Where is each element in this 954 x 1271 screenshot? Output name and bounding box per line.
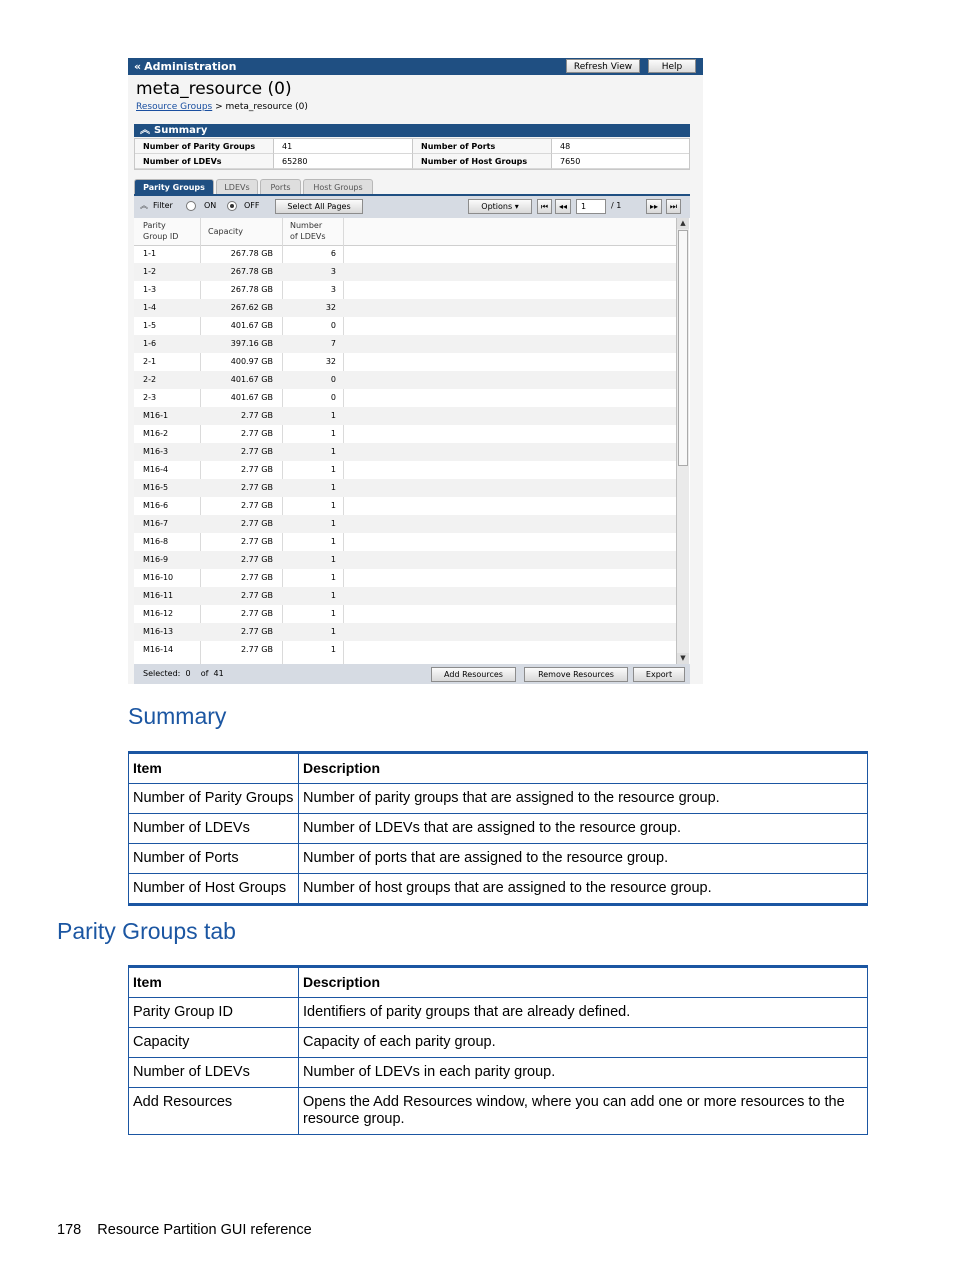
table-row[interactable]: [134, 515, 676, 533]
cell-capacity: 2.77 GB: [240, 465, 273, 474]
filter-on-radio[interactable]: [186, 201, 196, 211]
scroll-up-icon[interactable]: ▲: [677, 218, 689, 229]
cell-parity-group-id: M16-4: [143, 465, 169, 474]
cell-number-of-ldevs: 1: [330, 447, 336, 456]
dropdown-arrow-icon: ▾: [514, 202, 519, 211]
table-row[interactable]: [134, 443, 676, 461]
cell-parity-group-id: 2-2: [143, 375, 157, 384]
item-cell: Number of LDEVs: [129, 814, 299, 844]
header-capacity[interactable]: Capacity: [208, 227, 243, 236]
cell-parity-group-id: M16-10: [143, 573, 174, 582]
previous-page-icon[interactable]: ◂◂: [555, 199, 571, 214]
refresh-view-button[interactable]: Refresh View: [566, 59, 640, 73]
cell-capacity: 2.77 GB: [240, 645, 273, 654]
item-cell: Number of Host Groups: [129, 874, 299, 905]
cell-parity-group-id: M16-9: [143, 555, 169, 564]
cell-number-of-ldevs: 1: [330, 411, 336, 420]
summary-heading: Summary: [128, 703, 227, 729]
description-cell: Number of host groups that are assigned to the resource group.: [299, 874, 868, 905]
scroll-thumb[interactable]: [678, 230, 688, 466]
cell-capacity: 2.77 GB: [240, 591, 273, 600]
tab-parity-groups[interactable]: Parity Groups: [134, 179, 214, 195]
description-cell: Opens the Add Resources window, where you can add one or more resources to the resource group.: [299, 1088, 868, 1135]
cell-number-of-ldevs: 32: [325, 357, 336, 366]
cell-number-of-ldevs: 1: [330, 483, 336, 492]
cell-capacity: 267.78 GB: [230, 249, 273, 258]
page-title: meta_resource (0): [136, 79, 292, 99]
table-row[interactable]: [134, 353, 676, 371]
table-row[interactable]: [134, 569, 676, 587]
path-current: meta_resource (0): [225, 102, 308, 112]
parity-groups-tab-heading: Parity Groups tab: [57, 918, 236, 944]
table-row[interactable]: [134, 479, 676, 497]
filter-on-label: ON: [204, 201, 217, 210]
table-row: [129, 784, 868, 814]
summary-value: 48: [552, 139, 689, 154]
table-row: [129, 1028, 868, 1058]
header-number-of-ldevs[interactable]: Number of LDEVs: [290, 221, 326, 241]
cell-capacity: 2.77 GB: [240, 573, 273, 582]
cell-capacity: 2.77 GB: [240, 609, 273, 618]
cell-parity-group-id: 1-5: [143, 321, 157, 330]
cell-capacity: 267.78 GB: [230, 267, 273, 276]
cell-capacity: 2.77 GB: [240, 555, 273, 564]
cell-capacity: 2.77 GB: [240, 501, 273, 510]
cell-parity-group-id: 1-6: [143, 339, 157, 348]
cell-capacity: 267.78 GB: [230, 285, 273, 294]
cell-number-of-ldevs: 1: [330, 609, 336, 618]
header-parity-group-id[interactable]: Parity Group ID: [143, 221, 179, 241]
cell-number-of-ldevs: 1: [330, 573, 336, 582]
header-description: Description: [299, 967, 868, 998]
cell-capacity: 400.97 GB: [230, 357, 273, 366]
tab-host-groups[interactable]: Host Groups: [303, 179, 373, 195]
table-row[interactable]: [134, 605, 676, 623]
cell-number-of-ldevs: 1: [330, 555, 336, 564]
cell-number-of-ldevs: 3: [330, 285, 336, 294]
double-chevron-left-icon: «: [134, 60, 142, 73]
description-cell: Number of ports that are assigned to the resource group.: [299, 844, 868, 874]
description-cell: Number of LDEVs that are assigned to the resource group.: [299, 814, 868, 844]
cell-number-of-ldevs: 1: [330, 645, 336, 654]
gui-screenshot: [128, 58, 703, 684]
cell-parity-group-id: M16-1: [143, 411, 169, 420]
cell-parity-group-id: M16-7: [143, 519, 169, 528]
description-cell: Number of LDEVs in each parity group.: [299, 1058, 868, 1088]
cell-parity-group-id: 1-2: [143, 267, 157, 276]
cell-number-of-ldevs: 1: [330, 627, 336, 636]
filter-label[interactable]: Filter: [153, 201, 173, 210]
tab-ldevs[interactable]: LDEVs: [216, 179, 258, 195]
cell-parity-group-id: M16-11: [143, 591, 174, 600]
table-row[interactable]: [134, 407, 676, 425]
resource-groups-link[interactable]: Resource Groups: [136, 102, 213, 112]
cell-parity-group-id: M16-2: [143, 429, 169, 438]
cell-capacity: 2.77 GB: [240, 483, 273, 492]
table-row: [129, 814, 868, 844]
cell-capacity: 397.16 GB: [230, 339, 273, 348]
cell-parity-group-id: M16-3: [143, 447, 169, 456]
table-row: [129, 844, 868, 874]
table-row[interactable]: [134, 641, 676, 659]
cell-capacity: 401.67 GB: [230, 375, 273, 384]
summary-label: Number of Ports: [413, 139, 552, 154]
summary-value: 65280: [274, 154, 413, 169]
summary-value: 41: [274, 139, 413, 154]
help-button[interactable]: Help: [648, 59, 696, 73]
table-row[interactable]: [134, 497, 676, 515]
table-row[interactable]: [134, 263, 676, 281]
description-cell: Number of parity groups that are assigned to the resource group.: [299, 784, 868, 814]
cell-number-of-ldevs: 0: [330, 393, 336, 402]
path-breadcrumb: [136, 102, 308, 112]
header-description: Description: [299, 753, 868, 784]
table-row[interactable]: [134, 389, 676, 407]
summary-label: Number of LDEVs: [135, 154, 274, 169]
table-row[interactable]: [134, 425, 676, 443]
cell-number-of-ldevs: 3: [330, 267, 336, 276]
cell-number-of-ldevs: 1: [330, 465, 336, 474]
table-row[interactable]: [134, 317, 676, 335]
table-row: [129, 998, 868, 1028]
select-all-pages-button[interactable]: Select All Pages: [275, 199, 363, 214]
cell-number-of-ldevs: 0: [330, 375, 336, 384]
summary-label: Number of Parity Groups: [135, 139, 274, 154]
item-cell: Number of LDEVs: [129, 1058, 299, 1088]
table-row[interactable]: [134, 299, 676, 317]
cell-number-of-ldevs: 1: [330, 537, 336, 546]
summary-description-table: [128, 751, 868, 906]
table-footer: [134, 664, 690, 684]
table-row: [129, 874, 868, 905]
path-separator: >: [215, 102, 223, 112]
cell-capacity: 2.77 GB: [240, 537, 273, 546]
filter-off-label: OFF: [244, 201, 260, 210]
item-cell: Add Resources: [129, 1088, 299, 1135]
header-item: Item: [129, 967, 299, 998]
remove-resources-button[interactable]: Remove Resources: [524, 667, 628, 682]
table-row: [129, 1058, 868, 1088]
table-row[interactable]: [134, 371, 676, 389]
filter-chevron-icon[interactable]: ︽: [140, 201, 148, 210]
gui-topbar: [128, 58, 703, 75]
page-number-input[interactable]: 1: [576, 199, 606, 214]
cell-parity-group-id: 1-4: [143, 303, 157, 312]
description-cell: Capacity of each parity group.: [299, 1028, 868, 1058]
table-row[interactable]: [134, 461, 676, 479]
cell-capacity: 2.77 GB: [240, 519, 273, 528]
table-row[interactable]: [134, 551, 676, 569]
cell-parity-group-id: M16-13: [143, 627, 174, 636]
cell-capacity: 2.77 GB: [240, 627, 273, 636]
item-cell: Parity Group ID: [129, 998, 299, 1028]
cell-number-of-ldevs: 32: [325, 303, 336, 312]
table-row[interactable]: [134, 533, 676, 551]
summary-header[interactable]: ︽ Summary: [134, 124, 690, 137]
cell-parity-group-id: 2-1: [143, 357, 157, 366]
cell-capacity: 2.77 GB: [240, 447, 273, 456]
filter-off-radio[interactable]: [227, 201, 237, 211]
table-row[interactable]: [134, 587, 676, 605]
item-cell: Capacity: [129, 1028, 299, 1058]
scroll-down-icon[interactable]: ▼: [677, 653, 689, 664]
table-row[interactable]: [134, 281, 676, 299]
table-toolbar: [134, 196, 690, 219]
table-row[interactable]: [134, 245, 676, 263]
header-item: Item: [129, 753, 299, 784]
cell-parity-group-id: M16-14: [143, 645, 174, 654]
summary-value: 7650: [552, 154, 689, 169]
cell-capacity: 267.62 GB: [230, 303, 273, 312]
add-resources-button[interactable]: Add Resources: [431, 667, 516, 682]
table-header: [134, 218, 676, 246]
next-page-icon[interactable]: ▸▸: [646, 199, 662, 214]
parity-groups-table: [134, 218, 690, 664]
cell-capacity: 2.77 GB: [240, 429, 273, 438]
cell-number-of-ldevs: 1: [330, 501, 336, 510]
cell-parity-group-id: 2-3: [143, 393, 157, 402]
item-cell: Number of Parity Groups: [129, 784, 299, 814]
cell-parity-group-id: 1-3: [143, 285, 157, 294]
summary-grid: [134, 138, 690, 170]
table-row: [129, 1088, 868, 1135]
last-page-icon[interactable]: ⏭: [666, 199, 681, 214]
cell-number-of-ldevs: 0: [330, 321, 336, 330]
item-cell: Number of Ports: [129, 844, 299, 874]
cell-parity-group-id: M16-6: [143, 501, 169, 510]
cell-parity-group-id: 1-1: [143, 249, 157, 258]
options-button[interactable]: Options ▾: [468, 199, 532, 214]
page-total: / 1: [611, 201, 622, 210]
parity-groups-description-table: [128, 965, 868, 1135]
breadcrumb[interactable]: « Administration: [134, 60, 237, 73]
cell-capacity: 2.77 GB: [240, 411, 273, 420]
vertical-scrollbar[interactable]: [676, 218, 689, 664]
description-cell: Identifiers of parity groups that are already defined.: [299, 998, 868, 1028]
table-row[interactable]: [134, 623, 676, 641]
cell-parity-group-id: M16-5: [143, 483, 169, 492]
cell-number-of-ldevs: 1: [330, 429, 336, 438]
cell-number-of-ldevs: 1: [330, 519, 336, 528]
export-button[interactable]: Export: [633, 667, 685, 682]
cell-capacity: 401.67 GB: [230, 321, 273, 330]
cell-number-of-ldevs: 1: [330, 591, 336, 600]
cell-parity-group-id: M16-8: [143, 537, 169, 546]
selected-count: Selected: 0 of 41: [143, 669, 224, 678]
tab-ports[interactable]: Ports: [260, 179, 301, 195]
cell-capacity: 401.67 GB: [230, 393, 273, 402]
collapse-chevron-icon: ︽: [140, 125, 150, 136]
table-row[interactable]: [134, 335, 676, 353]
summary-label: Number of Host Groups: [413, 154, 552, 169]
cell-number-of-ldevs: 7: [330, 339, 336, 348]
first-page-icon[interactable]: ⏮: [537, 199, 552, 214]
cell-number-of-ldevs: 6: [330, 249, 336, 258]
page-footer: 178 Resource Partition GUI reference: [57, 1222, 312, 1238]
cell-parity-group-id: M16-12: [143, 609, 174, 618]
table-body: [134, 245, 676, 659]
